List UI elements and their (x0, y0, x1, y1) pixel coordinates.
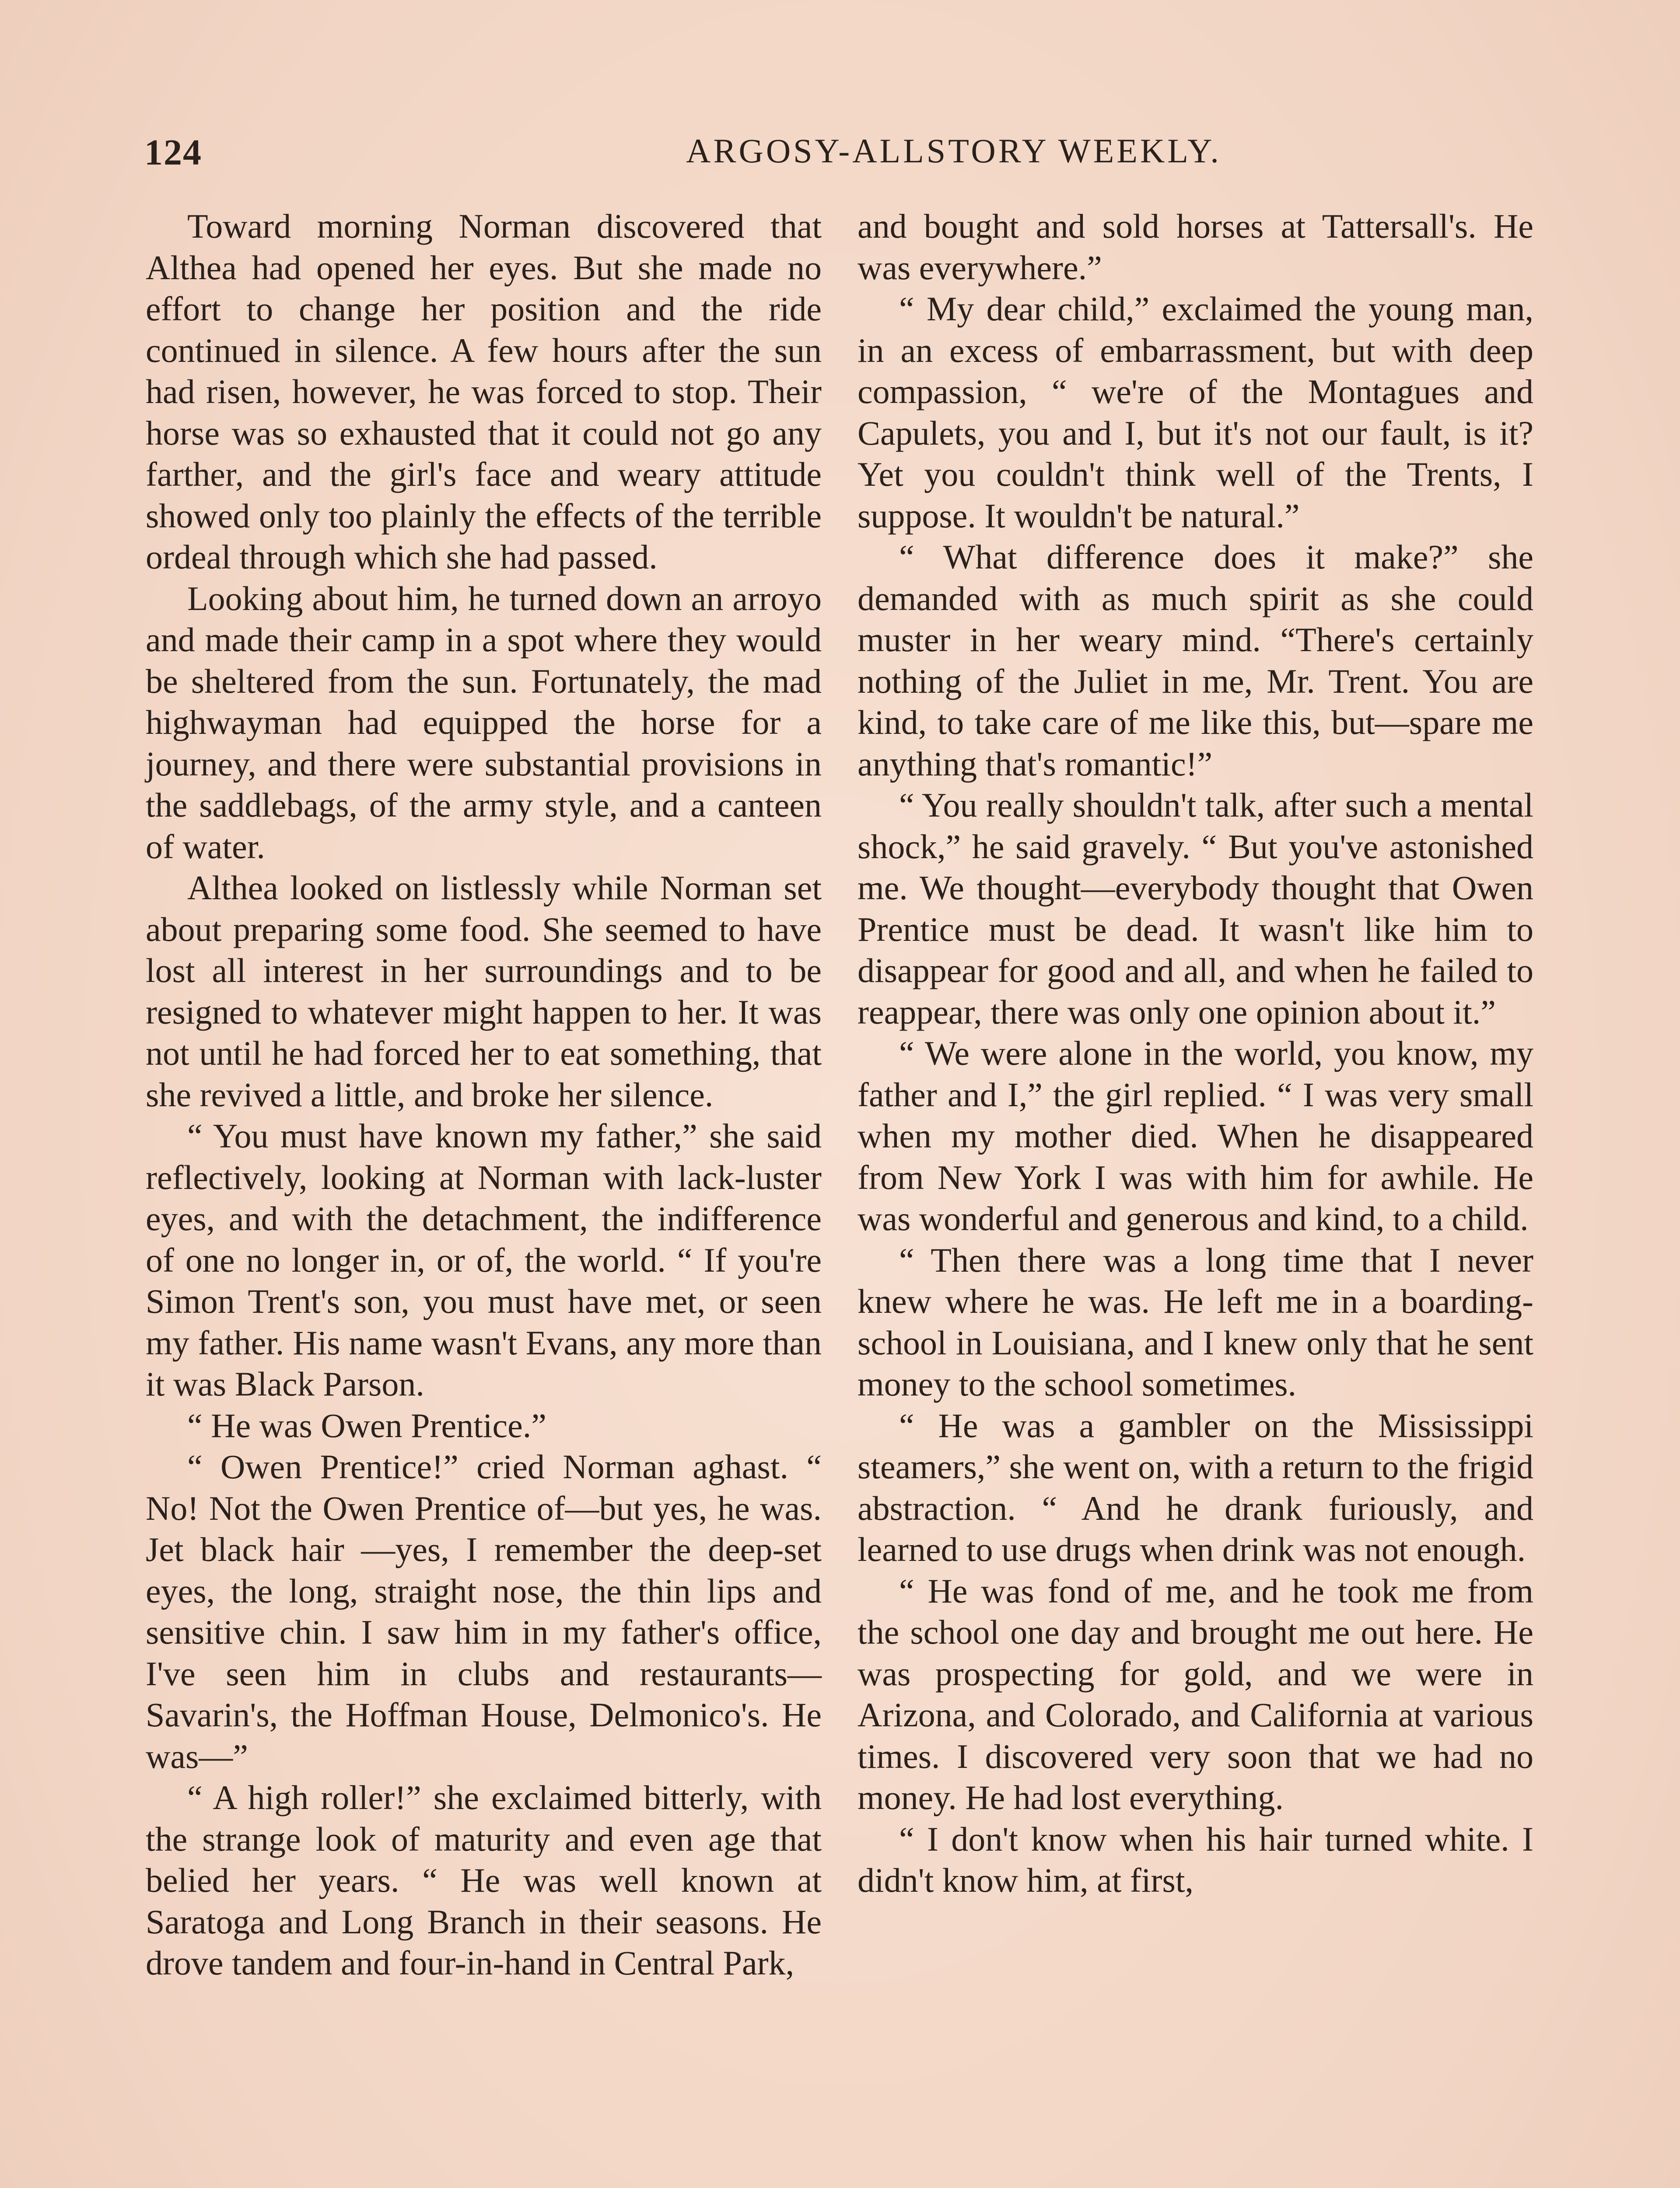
paragraph: “ He was fond of me, and he took me from the school one day and brought me out here. He was prospecting for gold, and we were in Arizona, and Colorado, and California at various times. I discovered very soon that we had no money. He had lost everything. (858, 1571, 1533, 1816)
paragraph-continued: and bought and sold horses at Tattersall's. He was everywhere.” (858, 207, 1533, 287)
paragraph: Althea looked on listlessly while Norman set about preparing some food. She seemed to have lost all interest in her surroundings and to be resigned to whatever might happen to her. It was not until he had forced her to eat something, that she revived a little, and broke her silence. (146, 869, 822, 1114)
page-header (144, 131, 1540, 179)
paragraph: “ What difference does it make?” she demanded with as much spirit as she could muster in her weary mind. “There's certainly nothing of the Juliet in me, Mr. Trent. You are kind, to take care of me like this, but—spare me anything that's romantic!” (858, 538, 1533, 783)
paragraph: “ A high roller!” she exclaimed bitterly, with the strange look of maturity and even age that belied her years. “ He was well known at Saratoga and Long Branch in their seasons. He drove tandem and four-in-hand in Central Park, (146, 1778, 822, 1982)
paragraph: “ He was a gambler on the Mississippi steamers,” she went on, with a return to the frigid abstraction. “ And he drank furiously, and learned to use drugs when drink was not enough. (858, 1406, 1533, 1568)
paragraph: Toward morning Norman discovered that Althea had opened her eyes. But she made no effort to change her position and the ride continued in silence. A few hours after the sun had risen, however, he was forced to stop. Their horse was so exhausted that it could not go any farther, and the girl's face and weary attitude showed only too plainly the effects of the terrible ordeal through which she had passed. (146, 207, 822, 576)
paragraph: “ You must have known my father,” she said reflectively, looking at Norman with lack-luster eyes, and with the detachment, the indifference of one no longer in, or of, the world. “ If you're Simon Trent's son, you must have met, or seen my father. His name wasn't Evans, any more than it was Black Parson. (146, 1117, 822, 1403)
paragraph: Looking about him, he turned down an arroyo and made their camp in a spot where they would be sheltered from the sun. Fortunately, the mad highwayman had equipped the horse for a journey, and there were substantial provisions in the saddlebags, of the army style, and a canteen of water. (146, 579, 822, 866)
left-column (146, 206, 822, 1984)
paragraph: “ My dear child,” exclaimed the young man, in an excess of embarrassment, but with deep compassion, “ we're of the Montagues and Capulets, you and I, but it's not our fault, is it? Yet you couldn't think well of the Trents, I suppose. It wouldn't be natural.” (858, 290, 1533, 535)
paragraph: “ We were alone in the world, you know, my father and I,” the girl replied. “ I was very small when my mother died. When he disappeared from New York I was with him for awhile. He was wonderful and generous and kind, to a child. (858, 1034, 1533, 1238)
paragraph: “ You really shouldn't talk, after such a mental shock,” he said gravely. “ But you've astonished me. We thought—everybody thought that Owen Prentice must be dead. It wasn't like him to disappear for good and all, and when he failed to reappear, there was only one opinion about it.” (858, 786, 1533, 1031)
right-column (858, 206, 1533, 1901)
paragraph: “ He was Owen Prentice.” (187, 1406, 546, 1445)
running-title: ARGOSY-ALLSTORY WEEKLY. (686, 132, 1222, 170)
paragraph: “ Owen Prentice!” cried Norman aghast. “ No! Not the Owen Prentice of—but yes, he was. Jet black hair —yes, I remember the deep-set eyes, the long, straight nose, the thin lips and sensitive chin. I saw him in my father's office, I've seen him in clubs and restaurants—Savarin's, the Hoffman House, Delmonico's. He was—” (146, 1448, 822, 1775)
paragraph: “ Then there was a long time that I never knew where he was. He left me in a boarding-school in Louisiana, and I knew only that he sent money to the school sometimes. (858, 1241, 1533, 1403)
page-number: 124 (144, 132, 202, 173)
paragraph: “ I don't know when his hair turned white. I didn't know him, at first, (858, 1820, 1533, 1899)
